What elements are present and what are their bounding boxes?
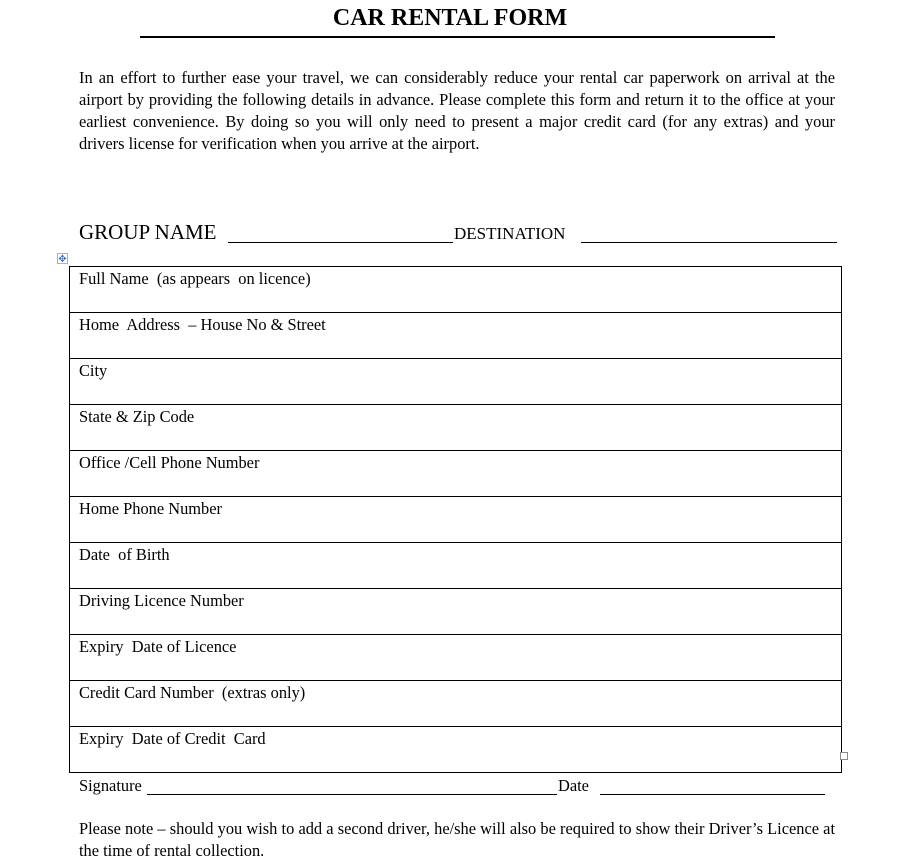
form-field-cell[interactable] (70, 359, 842, 405)
destination-field[interactable] (581, 242, 837, 243)
date-label: Date (558, 776, 589, 795)
form-field-cell[interactable] (70, 267, 842, 313)
field-label: Date of Birth (79, 545, 170, 564)
table-row (70, 589, 842, 635)
field-label: Office /Cell Phone Number (79, 453, 260, 472)
field-label: Home Address – House No & Street (79, 315, 326, 334)
destination-label: DESTINATION (454, 224, 566, 243)
form-title: CAR RENTAL FORM (332, 5, 568, 31)
form-field-cell[interactable] (70, 451, 842, 497)
table-row (70, 451, 842, 497)
field-label: Full Name (as appears on licence) (79, 269, 311, 288)
form-field-cell[interactable] (70, 681, 842, 727)
title-underline (140, 36, 775, 38)
field-label: Credit Card Number (extras only) (79, 683, 306, 702)
signature-row (79, 776, 839, 798)
field-label: Expiry Date of Licence (79, 637, 237, 656)
second-driver-note: Please note – should you wish to add a second driver, he/she will also be required to show their Driver’s Licence at the time of rental collection. (79, 819, 835, 860)
date-field[interactable] (600, 794, 825, 795)
table-row (70, 635, 842, 681)
table-row (70, 267, 842, 313)
table-row (70, 681, 842, 727)
table-row (70, 543, 842, 589)
table-row (70, 359, 842, 405)
table-row (70, 405, 842, 451)
group-destination-row (79, 220, 839, 246)
signature-field[interactable] (147, 794, 557, 795)
form-field-cell[interactable] (70, 543, 842, 589)
group-name-label: GROUP NAME (79, 220, 217, 244)
field-label: Home Phone Number (79, 499, 222, 518)
field-label: Expiry Date of Credit Card (79, 729, 266, 748)
field-label: State & Zip Code (79, 407, 195, 426)
form-field-cell[interactable] (70, 635, 842, 681)
table-resize-handle[interactable] (840, 752, 848, 760)
table-row (70, 313, 842, 359)
field-label: Driving Licence Number (79, 591, 244, 610)
form-field-cell[interactable] (70, 589, 842, 635)
form-field-cell[interactable] (70, 497, 842, 543)
details-table (69, 266, 842, 773)
form-field-cell[interactable] (70, 727, 842, 773)
form-field-cell[interactable] (70, 313, 842, 359)
group-name-field[interactable] (228, 242, 453, 243)
form-field-cell[interactable] (70, 405, 842, 451)
table-row (70, 497, 842, 543)
move-arrows-icon[interactable]: ✥ (58, 254, 67, 265)
signature-label: Signature (79, 776, 142, 795)
field-label: City (79, 361, 108, 380)
table-row (70, 727, 842, 773)
intro-paragraph: In an effort to further ease your travel, we can considerably reduce your rental car paperwork on arrival at the airport by providing the following details in advance. Please complete this form and return it to the office at your earliest convenience. By doing so you will only need to present a major credit card (for any extras) and your drivers license for verification when you arrive at the airport. (79, 68, 835, 153)
